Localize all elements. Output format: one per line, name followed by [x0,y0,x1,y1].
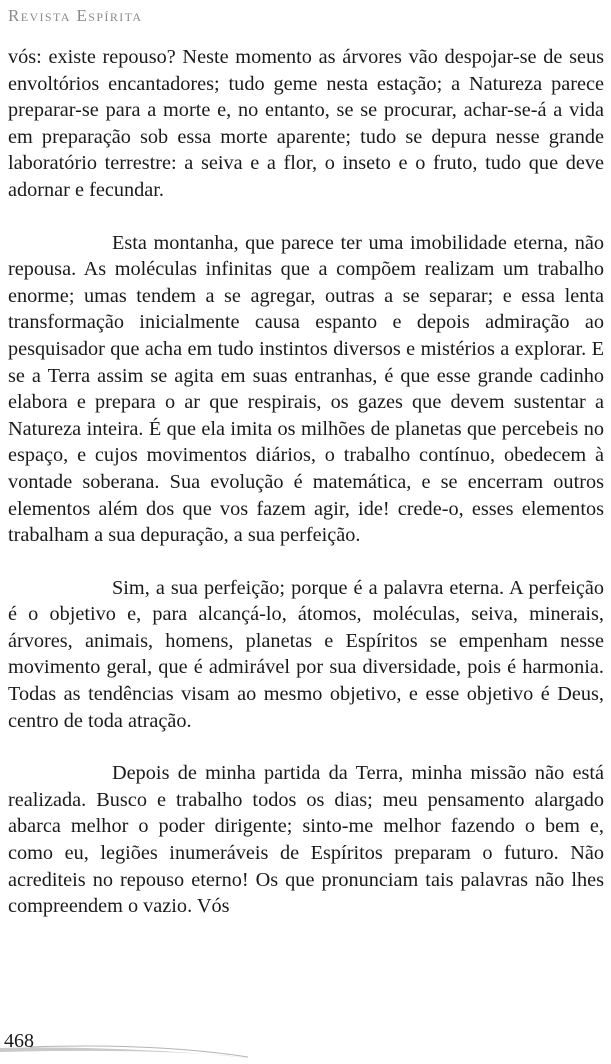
page-body [8,44,604,920]
body-paragraph: vós: existe repouso? Neste momento as árvores vão despojar-se de seus envoltórios encantadores; tudo geme nesta estação; a Natureza parece preparar-se para a morte e, no entanto, se se procurar, achar-se-á a vida em preparação sob essa morte aparente; tudo se depura nesse grande laboratório terrestre: a seiva e a flor, o inseto e o fruto, tudo que deve adornar e fecundar. [8,46,604,201]
running-head: Revista Espírita [8,6,143,25]
footer-swoosh-decoration [0,1022,611,1064]
body-paragraph: Sim, a sua perfeição; porque é a palavra eterna. A perfeição é o objetivo e, para alcançá-lo, átomos, moléculas, seiva, minerais, árvores, animais, homens, planetas e Espíritos se empenham nesse movimento geral, que é admirável por sua diversidade, pois é harmonia. Todas as tendências visam ao mesmo objetivo, e esse objetivo é Deus, centro de toda atração. [8,576,604,732]
body-paragraph: Depois de minha partida da Terra, minha missão não está realizada. Busco e trabalho todos os dias; meu pensamento alargado abarca melhor o poder dirigente; sinto-me melhor fazendo o bem e, como eu, legiões inumeráveis de Espíritos preparam o futuro. Não acrediteis no repouso eterno! Os que pronunciam tais palavras não lhes compreendem o vazio. Vós [8,762,604,918]
page-number: 468 [4,1030,34,1052]
body-paragraph: Esta montanha, que parece ter uma imobilidade eterna, não repousa. As moléculas infinitas que a compõem realizam um trabalho enorme; umas tendem a se agregar, outras a se separar; e essa lenta transformação inicialmente causa espanto e depois admiração ao pesquisador que acha em tudo instintos diversos e mistérios a explorar. E se a Terra assim se agita em suas entranhas, é que esse grande cadinho elabora e prepara o ar que respirais, os gazes que devem sustentar a Natureza inteira. É que ela imita os milhões de planetas que percebeis no espaço, e cujos movimentos diários, o trabalho contínuo, obedecem à vontade soberana. Sua evolução é matemática, e se encerram outros elementos além dos que vos fazem agir, ide! crede-o, esses elementos trabalham a sua depuração, a sua perfeição. [8,231,604,547]
